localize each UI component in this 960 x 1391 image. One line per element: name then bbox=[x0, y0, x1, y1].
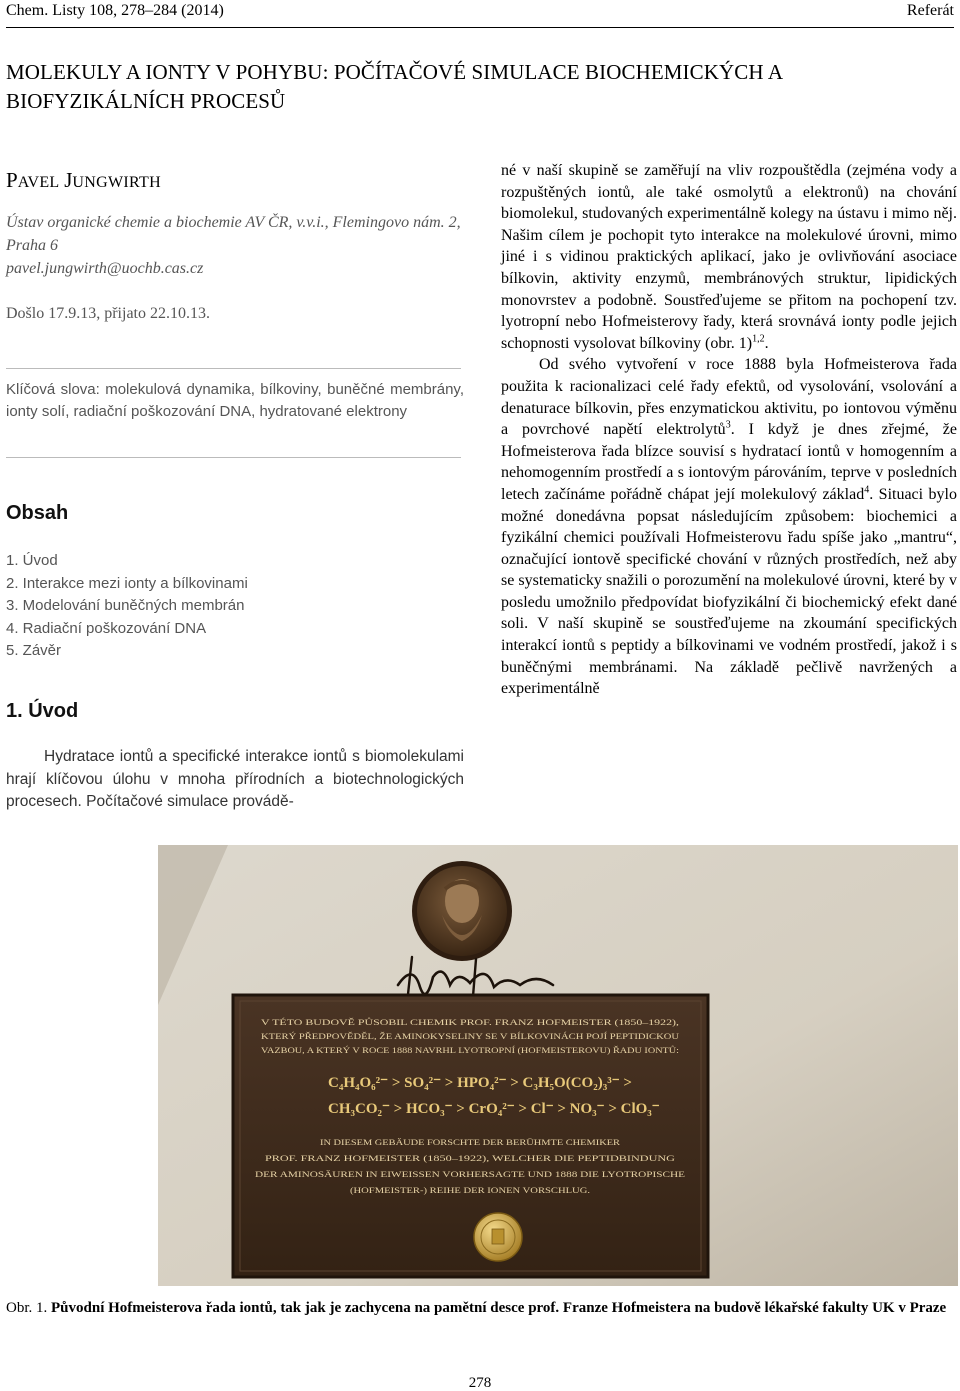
toc-item: 5. Závěr bbox=[6, 642, 62, 659]
figure-label: Obr. 1. bbox=[6, 1300, 48, 1316]
plaque-line-de-4: (HOFMEISTER-) REIHE DER IONEN VORSCHLUG. bbox=[350, 1185, 590, 1195]
journal-citation: Chem. Listy 108, 278–284 (2014) bbox=[6, 2, 224, 19]
toc-item: 3. Modelování buněčných membrán bbox=[6, 597, 245, 614]
figure-photo-hofmeister-plaque bbox=[158, 845, 958, 1286]
keywords: Klíčová slova: molekulová dynamika, bílkoviny, buněčné membrány, ionty solí, radiační poškozování DNA, hydratované elektrony bbox=[6, 381, 464, 420]
section-heading-uvod: 1. Úvod bbox=[6, 700, 79, 722]
author-name: PAVEL JUNGWIRTH bbox=[6, 168, 161, 192]
header-rule bbox=[6, 27, 954, 28]
body-column-right bbox=[501, 160, 957, 700]
portrait-medallion bbox=[412, 861, 512, 961]
page-number: 278 bbox=[468, 1375, 492, 1391]
keywords-top-rule bbox=[6, 368, 461, 369]
figure-caption-text: Původní Hofmeisterova řada iontů, tak jak je zachycena na pamětní desce prof. Franze Hofmeistera na budově lékařské fakulty UK v Praze bbox=[51, 1300, 947, 1316]
university-seal bbox=[474, 1213, 522, 1261]
author-email[interactable]: pavel.jungwirth@uochb.cas.cz bbox=[6, 260, 204, 277]
citation: 1,2 bbox=[752, 333, 765, 345]
body-paragraph-left: Hydratace iontů a specifické interakce iontů s biomolekulami hrají klíčovou úlohu v mnoha přírodních a biotechnologických procesech. Počítačové simulace provádě- bbox=[6, 748, 464, 810]
plaque-line-de-2: PROF. FRANZ HOFMEISTER (1850–1922), WELCHER DIE PEPTIDBINDUNG bbox=[265, 1153, 675, 1163]
toc-item: 2. Interakce mezi ionty a bílkovinami bbox=[6, 574, 248, 592]
article-title: MOLEKULY A IONTY V POHYBU: POČÍTAČOVÉ SIMULACE BIOCHEMICKÝCH A BIOFYZIKÁLNÍCH PROCESŮ bbox=[6, 60, 782, 113]
plaque-line-de-1: IN DIESEM GEBÄUDE FORSCHTE DER BERÜHMTE CHEMIKER bbox=[320, 1137, 621, 1147]
toc-heading: Obsah bbox=[6, 502, 69, 524]
toc-item: 4. Radiační poškozování DNA bbox=[6, 619, 207, 637]
running-header bbox=[6, 2, 954, 26]
plaque-line-cz-2: KTERÝ PŘEDPOVĚDĚL, ŽE AMINOKYSELINY SE V BÍLKOVINÁCH POJÍ PEPTIDICKOU bbox=[261, 1031, 680, 1041]
memorial-plaque bbox=[233, 995, 708, 1277]
body-paragraph: né v naší skupině se zaměřují na vliv rozpouštědla (zejména vody a rozpuštěných iontů, ale také osmolytů a elektronů) na chování biomolekul, studovaných experimentálně kolegy na ústavu i mimo něj. Našim cílem je pochopit tyto interakce na molekulové úrovni, mimo jiné i s vidinou praktických aplikací, jako je ovlivňování asociace bílkovin, aktivity enzymů, membránových struktur, lipidických monovrstev a podobně. Soustřeďujeme se přitom na pochopení tzv. lyotropní nebo Hofmeisterovy řady, která srovnává ionty podle jejich schopnosti vysolovat bílkoviny (obr. 1)$^{1,2}$. bbox=[501, 162, 957, 352]
plaque-line-cz-1: V TÉTO BUDOVĚ PŮSOBIL CHEMIK PROF. FRANZ HOFMEISTER (1850–1922), bbox=[261, 1017, 679, 1027]
citation: 3 bbox=[725, 419, 731, 431]
body-paragraph: Od svého vytvoření v roce 1888 byla Hofmeisterova řada použita k racionalizaci celé řady efektů, od vysolování, vsolování a denaturace bílkovin, přes enzymatickou aktivitu, po iontovou výměnu a povrchové napětí elektrolytů$^3$. I když je dnes zřejmé, že Hofmeisterova řada blízce souvisí s hydratací iontů v homogenním a nehomogenním prostředí a s iontovým párováním, teprve v posledních letech začínáme pořádně chápat její molekulový základ$^4$. Situaci bylo možné donedávna popsat následujícím způsobem: biochemici a fyzikální chemici používali Hofmeisterovu řadu spíše jako „mantru“, označující iontově specifické chování v různých prostředích, než aby se systematicky snažili o porozumění na molekulové úrovni, které by v posledu umožnilo předpovídat biofyzikální či biochemický efekt dané soli. V naší skupině se soustřeďujeme na zkoumání specifických interakcí iontů s peptidy a bílkovinami ve vodném prostředí, jakož i s buněčnými membránami. Na základě pečlivě navržených a experimentálně bbox=[501, 356, 958, 698]
author-affiliation bbox=[6, 211, 466, 280]
hofmeister-anion-series-1: C₄H₄O₆²⁻ > SO₄²⁻ > HPO₄²⁻ > C₃H₅O(CO₂)₃³⁻ > bbox=[328, 1075, 632, 1091]
affiliation-text: Ústav organické chemie a biochemie AV ČR, v.v.i., Flemingovo nám. 2, Praha 6 bbox=[6, 214, 461, 254]
toc-item: 1. Úvod bbox=[6, 552, 58, 569]
citation: 4 bbox=[864, 484, 870, 496]
plaque-line-de-3: DER AMINOSÄUREN IN EIWEISSEN VORHERSAGTE UND 1888 DIE LYOTROPISCHE bbox=[255, 1169, 685, 1179]
article-type: Referát bbox=[906, 2, 954, 19]
received-date: Došlo 17.9.13, přijato 22.10.13. bbox=[6, 305, 210, 322]
plaque-line-cz-3: VAZBOU, A KTERÝ V ROCE 1888 NAVRHL LYOTROPNÍ (HOFMEISTEROVU) ŘADU IONTŮ: bbox=[261, 1045, 679, 1055]
figure-caption bbox=[6, 1297, 956, 1319]
hofmeister-anion-series-2: CH₃CO₂⁻ > HCO₃⁻ > CrO₄²⁻ > Cl⁻ > NO₃⁻ > ClO₃⁻ bbox=[328, 1101, 660, 1117]
table-of-contents bbox=[6, 550, 248, 663]
keywords-bottom-rule bbox=[6, 457, 461, 458]
